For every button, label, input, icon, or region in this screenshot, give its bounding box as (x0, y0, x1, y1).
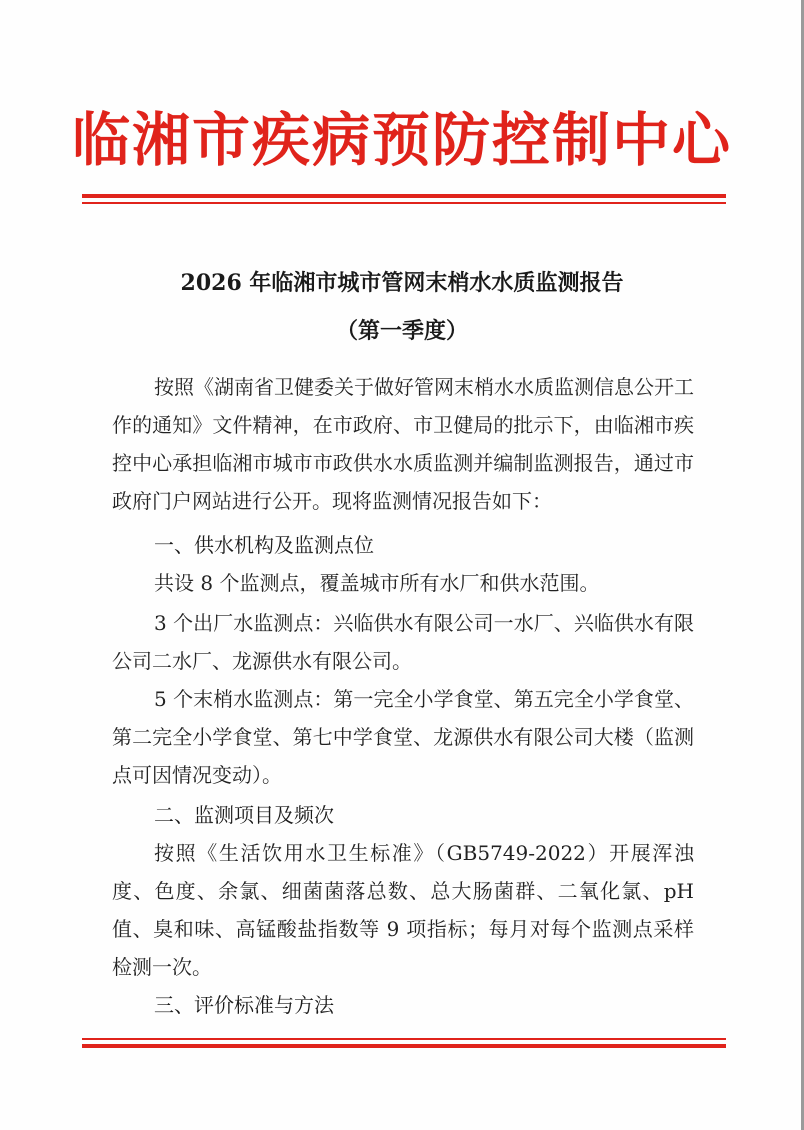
section-1-paragraph-3: 5 个末梢水监测点：第一完全小学食堂、第五完全小学食堂、第二完全小学食堂、第七中学食堂、龙源供水有限公司大楼（监测点可因情况变动）。 (112, 687, 694, 787)
section-1-paragraph-2: 3 个出厂水监测点：兴临供水有限公司一水厂、兴临供水有限公司二水厂、龙源供水有限公司。 (112, 611, 694, 673)
header-divider-thin (82, 202, 726, 204)
report-title: 2026 年临湘市城市管网末梢水水质监测报告 (180, 270, 624, 296)
report-subtitle: （第一季度） (335, 318, 468, 344)
section-1-heading: 一、供水机构及监测点位 (154, 533, 374, 557)
intro-paragraph: 按照《湖南省卫健委关于做好管网末梢水水质监测信息公开工作的通知》文件精神，在市政府、市卫健局的批示下，由临湘市疾控中心承担临湘市城市市政供水水质监测并编制监测报告，通过市政府门户网站进行公开。现将监测情况报告如下： (112, 375, 694, 513)
section-3-heading: 三、评价标准与方法 (154, 993, 334, 1017)
section-1-paragraph-1: 共设 8 个监测点，覆盖城市所有水厂和供水范围。 (154, 571, 600, 595)
footer-divider-thin (82, 1038, 726, 1040)
organization-masthead: 临湘市疾病预防控制中心 (71, 106, 732, 174)
footer-divider-thick (82, 1044, 726, 1048)
section-2-heading: 二、监测项目及频次 (154, 803, 334, 827)
header-divider-thick (82, 194, 726, 198)
section-2-paragraph-1: 按照《生活饮用水卫生标准》（GB5749-2022）开展浑浊度、色度、余氯、细菌菌落总数、总大肠菌群、二氧化氯、pH 值、臭和味、高锰酸盐指数等 9 项指标；每月对每个监测点采样检测一次。 (112, 841, 694, 979)
